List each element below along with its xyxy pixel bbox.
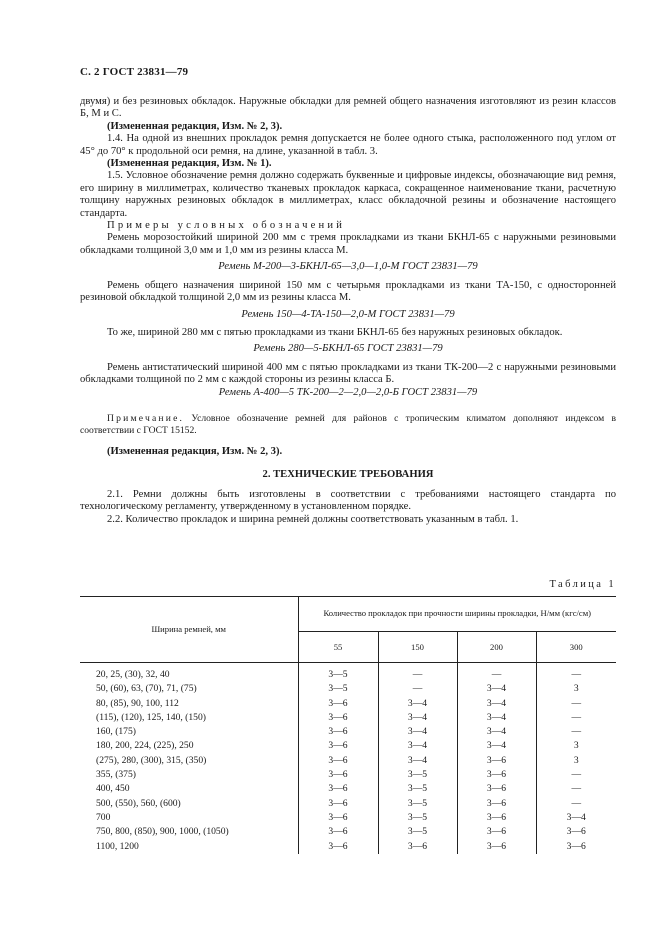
cell-plies: 3—6 [457, 840, 536, 854]
cell-width: 80, (85), 90, 100, 112 [96, 697, 179, 709]
cell-plies: — [536, 697, 616, 711]
table-belt-widths [80, 596, 616, 854]
cell-width: 160, (175) [96, 726, 136, 738]
edition-note: (Измененная редакция, Изм. № 2, 3). [107, 446, 283, 458]
cell-plies: — [536, 797, 616, 811]
header-width: Ширина ремней, мм [80, 597, 298, 663]
edition-note: (Измененная редакция, Изм. № 1). [107, 158, 272, 170]
cell-plies: 3—6 [457, 811, 536, 825]
cell-plies: — [536, 782, 616, 796]
cell-plies: 3—5 [298, 663, 378, 683]
cell-width: (115), (120), 125, 140, (150) [96, 711, 206, 723]
table-row [80, 797, 616, 811]
cell-plies: — [457, 663, 536, 683]
cell-plies: — [378, 682, 457, 696]
cell-plies: 3—6 [298, 754, 378, 768]
note-label: Примечание. [107, 412, 185, 424]
cell-width: 400, 450 [96, 783, 130, 795]
cell-width: 355, (375) [96, 769, 136, 781]
cell-plies: 3—6 [298, 725, 378, 739]
cell-plies: 3—6 [536, 840, 616, 854]
example-text: Ремень морозостойкий шириной 200 мм с тремя прокладками из ткани БКНЛ-65 с наружными резиновыми обкладками толщиной 3,0 мм и 1,0 мм из резины класса М. [80, 232, 616, 256]
cell-plies: 3—6 [457, 754, 536, 768]
paragraph-1-5: 1.5. Условное обозначение ремня должно содержать буквенные и цифровые индексы, обозначающие вид ремня, его ширину в миллиметрах, количество тканевых прокладок каркаса, сокращенное наименование ткани, расчетную толщину наружных резиновых обкладок в миллиметрах, класс обкладочной резины и обозначение настоящего стандарта. [80, 170, 616, 219]
table-row [80, 697, 616, 711]
cell-plies: 3—6 [298, 697, 378, 711]
cell-width: 180, 200, 224, (225), 250 [96, 740, 194, 752]
cell-width: 700 [96, 811, 111, 823]
table-row [80, 682, 616, 696]
header-strength: 300 [536, 632, 616, 663]
table-row [80, 754, 616, 768]
cell-plies: 3—5 [378, 782, 457, 796]
paragraph-2-1: 2.1. Ремни должны быть изготовлены в соответствии с требованиями настоящего стандарта по технологическому регламенту, утвержденному в установленном порядке. [80, 488, 616, 513]
cell-width: (275), 280, (300), 315, (350) [96, 754, 207, 766]
cell-plies: 3 [536, 754, 616, 768]
cell-width: 500, (550), 560, (600) [96, 797, 181, 809]
paragraph-2-2: 2.2. Количество прокладок и ширина ремней должны соответствовать указанным в табл. 1. [107, 513, 519, 525]
example-text: Ремень общего назначения шириной 150 мм с четырьмя прокладками из ткани ТА-150, с односторонней резиновой обкладкой толщиной 2,0 мм из резины класса М. [80, 279, 616, 304]
edition-note: (Измененная редакция, Изм. № 2, 3). [107, 120, 283, 132]
cell-plies: 3—4 [457, 682, 536, 696]
example-text: То же, шириной 280 мм с пятью прокладками из ткани БКНЛ-65 без наружных резиновых обкладок. [107, 326, 563, 338]
cell-plies: 3—4 [457, 725, 536, 739]
cell-plies: 3—4 [457, 739, 536, 753]
table-row [80, 811, 616, 825]
cell-plies: 3—4 [378, 697, 457, 711]
table-body [80, 663, 616, 854]
cell-plies: 3—6 [298, 739, 378, 753]
table-row [80, 840, 616, 854]
table-row [80, 825, 616, 839]
cell-plies: 3—6 [378, 840, 457, 854]
cell-plies: 3—4 [378, 739, 457, 753]
paragraph-1-4: 1.4. На одной из внешних прокладок ремня допускается не более одного стыка, расположенного под углом от 45° до 70° к продольной оси ремня, на длине, указанной в табл. 3. [80, 133, 616, 157]
table-row [80, 782, 616, 796]
header-strength: 150 [378, 632, 457, 663]
cell-width: 750, 800, (850), 900, 1000, (1050) [96, 826, 229, 838]
cell-plies: — [536, 725, 616, 739]
example-code: Ремень 280—5-БКНЛ-65 ГОСТ 23831—79 [253, 343, 443, 355]
cell-plies: 3—6 [457, 782, 536, 796]
cell-plies: 3 [536, 739, 616, 753]
cell-width: 1100, 1200 [96, 840, 139, 852]
cell-plies: 3—6 [298, 825, 378, 839]
cell-plies: 3—5 [378, 797, 457, 811]
cell-plies: 3—4 [378, 711, 457, 725]
cell-width: 50, (60), 63, (70), 71, (75) [96, 683, 197, 695]
cell-plies: 3—6 [457, 797, 536, 811]
example-code: Ремень 150—4-ТА-150—2,0-М ГОСТ 23831—79 [241, 308, 455, 320]
cell-plies: 3—5 [378, 811, 457, 825]
header-strength: 55 [298, 632, 378, 663]
cell-plies: 3—4 [536, 811, 616, 825]
table-row [80, 739, 616, 753]
page-header: С. 2 ГОСТ 23831—79 [80, 66, 189, 78]
table-caption: Таблица 1 [549, 579, 616, 590]
cell-plies: 3—6 [298, 797, 378, 811]
cell-plies: — [536, 711, 616, 725]
paragraph: двумя) и без резиновых обкладок. Наружные обкладки для ремней общего назначения изготовляют из резин классов Б, М и С. [80, 96, 616, 120]
cell-plies: 3—6 [298, 711, 378, 725]
cell-plies: 3—6 [298, 811, 378, 825]
cell-plies: 3—4 [457, 697, 536, 711]
cell-plies: 3—5 [378, 768, 457, 782]
examples-title: Примеры условных обозначений [107, 220, 346, 232]
cell-plies: 3—6 [457, 768, 536, 782]
section-title: 2. ТЕХНИЧЕСКИЕ ТРЕБОВАНИЯ [262, 468, 434, 480]
header-plies: Количество прокладок при прочности ширины прокладки, Н/мм (кгс/см) [298, 597, 616, 632]
cell-plies: 3—4 [378, 725, 457, 739]
cell-plies: 3—4 [378, 754, 457, 768]
cell-plies: 3—5 [298, 682, 378, 696]
cell-plies: 3—6 [298, 768, 378, 782]
table-row [80, 768, 616, 782]
document-body [80, 96, 616, 526]
cell-width: 20, 25, (30), 32, 40 [96, 669, 170, 680]
cell-plies: — [378, 663, 457, 683]
table-row [80, 711, 616, 725]
example-code: Ремень А-400—5 ТК-200—2—2,0—2,0-Б ГОСТ 23831—79 [218, 386, 478, 398]
note-text: Условное обозначение ремней для районов с тропическим климатом дополняют индексом в соответствии с ГОСТ 15152. [80, 412, 616, 436]
cell-plies: 3 [536, 682, 616, 696]
cell-plies: 3—6 [536, 825, 616, 839]
header-strength: 200 [457, 632, 536, 663]
cell-plies: 3—4 [457, 711, 536, 725]
cell-plies: — [536, 768, 616, 782]
example-code: Ремень М-200—3-БКНЛ-65—3,0—1,0-М ГОСТ 23831—79 [218, 261, 478, 273]
cell-plies: 3—5 [378, 825, 457, 839]
cell-plies: — [536, 663, 616, 683]
table-row [80, 663, 616, 683]
cell-plies: 3—6 [298, 782, 378, 796]
cell-plies: 3—6 [457, 825, 536, 839]
example-text: Ремень антистатический шириной 400 мм с пятью прокладками из ткани ТК-200—2 с наружными резиновыми обкладками толщиной по 2 мм с каждой стороны из резины класса Б. [80, 361, 616, 386]
cell-plies: 3—6 [298, 840, 378, 854]
note [80, 413, 616, 436]
table-row [80, 725, 616, 739]
